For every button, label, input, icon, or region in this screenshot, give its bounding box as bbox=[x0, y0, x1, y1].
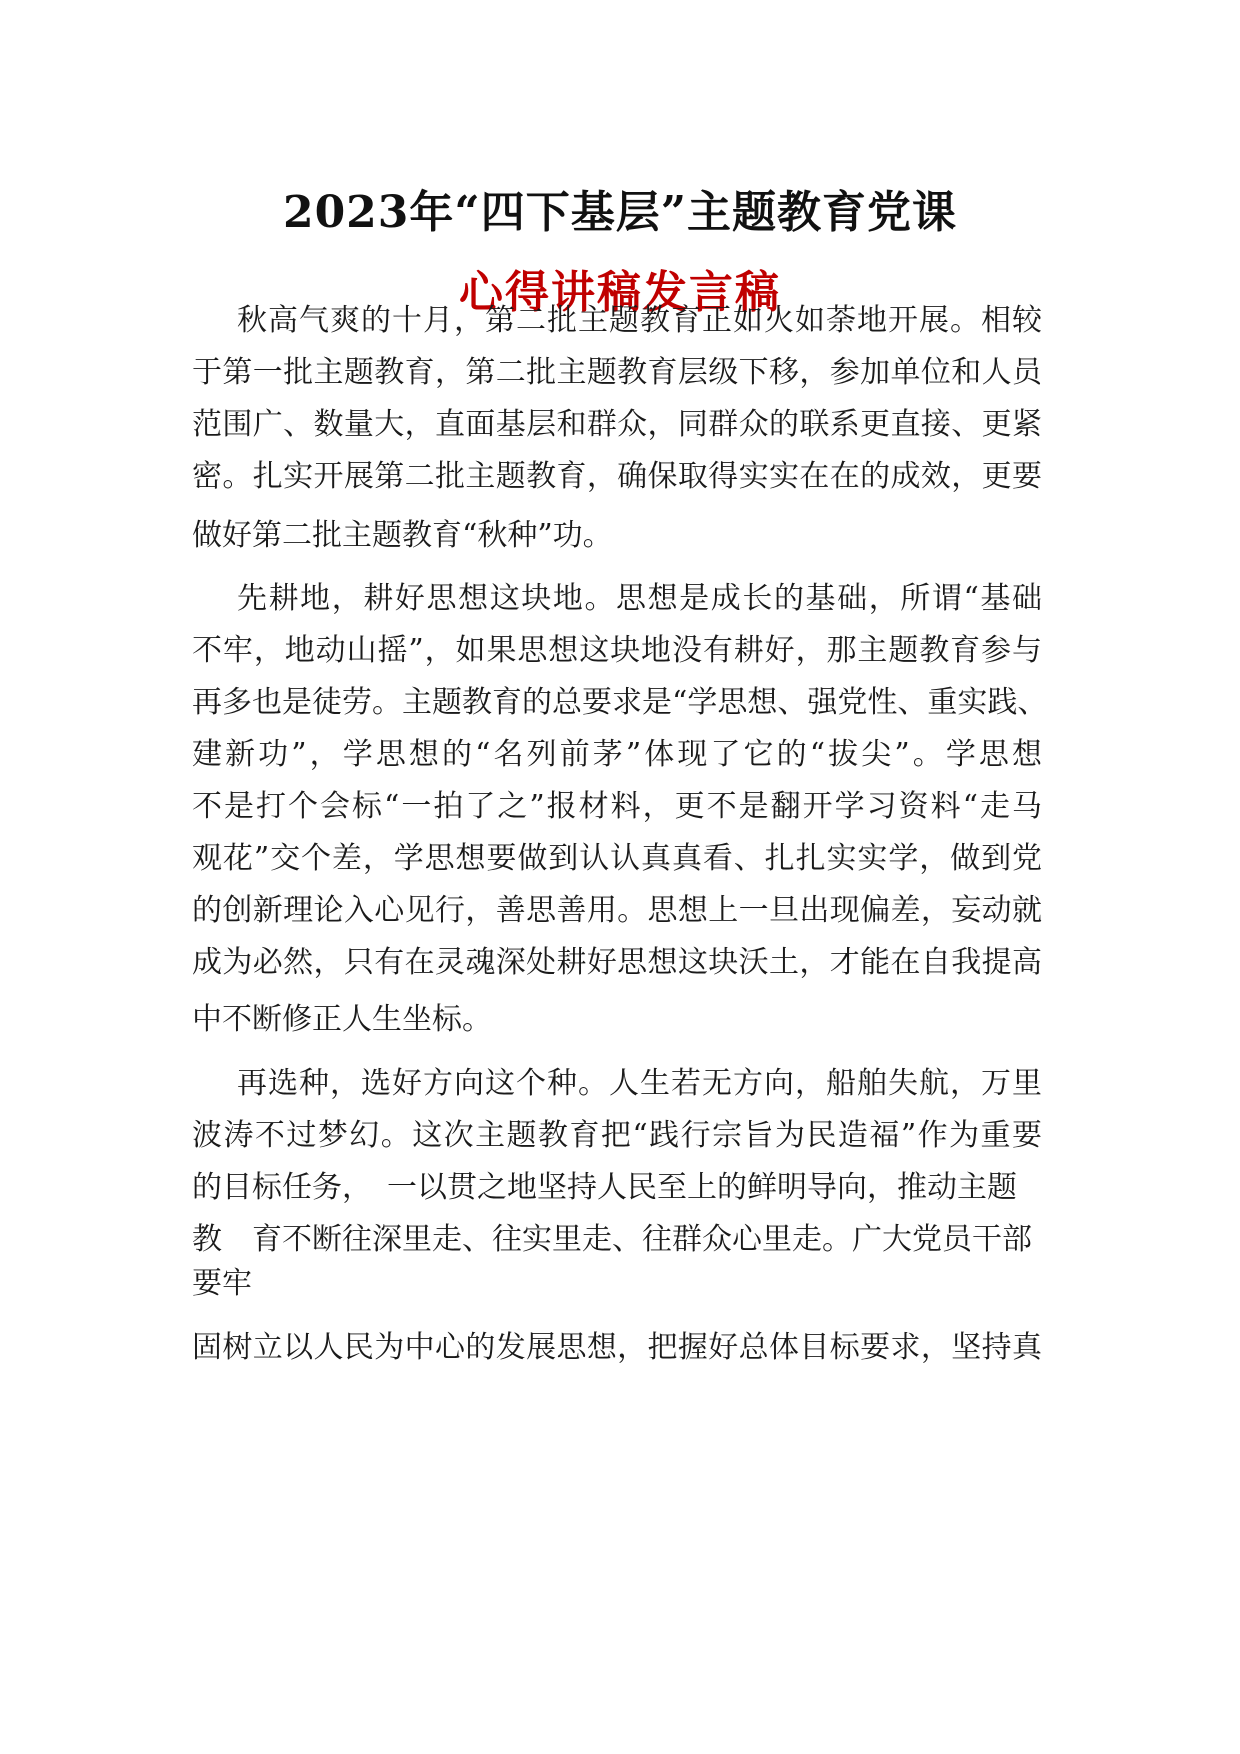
body-line: 再选种，选好方向这个种。人生若无方向，船舶失航，万里 bbox=[237, 1066, 1042, 1101]
body-line: 不牢，地动山摇”，如果思想这块地没有耕好，那主题教育参与 bbox=[192, 633, 1042, 668]
body-line: 波涛不过梦幻。这次主题教育把“践行宗旨为民造福”作为重要 bbox=[192, 1118, 1042, 1153]
body-line: 密。扎实开展第二批主题教育，确保取得实实在在的成效，更要 bbox=[192, 459, 1042, 494]
body-line: 秋高气爽的十月，第二批主题教育正如火如荼地开展。相较 bbox=[237, 303, 1042, 338]
body-line: 不是打个会标“一拍了之”报材料，更不是翻开学习资料“走马 bbox=[192, 789, 1042, 824]
body-line: 成为必然，只有在灵魂深处耕好思想这块沃土，才能在自我提高 bbox=[192, 945, 1042, 980]
body-line: 先耕地，耕好思想这块地。思想是成长的基础，所谓“基础 bbox=[237, 581, 1042, 616]
document-title: 2023年“四下基层”主题教育党课 bbox=[282, 187, 958, 238]
body-line: 教 育不断往深里走、往实里走、往群众心里走。广大党员干部 bbox=[192, 1222, 1032, 1257]
body-line: 于第一批主题教育，第二批主题教育层级下移，参加单位和人员 bbox=[192, 355, 1042, 390]
body-line: 要牢 bbox=[192, 1266, 252, 1301]
body-line: 范围广、数量大，直面基层和群众，同群众的联系更直接、更紧 bbox=[192, 407, 1042, 442]
body-line: 固树立以人民为中心的发展思想，把握好总体目标要求，坚持真 bbox=[192, 1330, 1042, 1365]
body-line: 中不断修正人生坐标。 bbox=[192, 1002, 492, 1037]
body-line: 的创新理论入心见行，善思善用。思想上一旦出现偏差，妄动就 bbox=[192, 893, 1042, 928]
document-subtitle: 心得讲稿发言稿 bbox=[459, 267, 781, 318]
body-line: 的目标任务， 一以贯之地坚持人民至上的鲜明导向，推动主题 bbox=[192, 1170, 1017, 1205]
body-line: 再多也是徒劳。主题教育的总要求是“学思想、强党性、重实践、 bbox=[192, 685, 1048, 720]
body-line: 做好第二批主题教育“秋种”功。 bbox=[192, 518, 613, 553]
body-line: 建新功”，学思想的“名列前茅”体现了它的“拔尖”。学思想 bbox=[192, 737, 1042, 772]
body-line: 观花”交个差，学思想要做到认认真真看、扎扎实实学，做到党 bbox=[192, 841, 1042, 876]
